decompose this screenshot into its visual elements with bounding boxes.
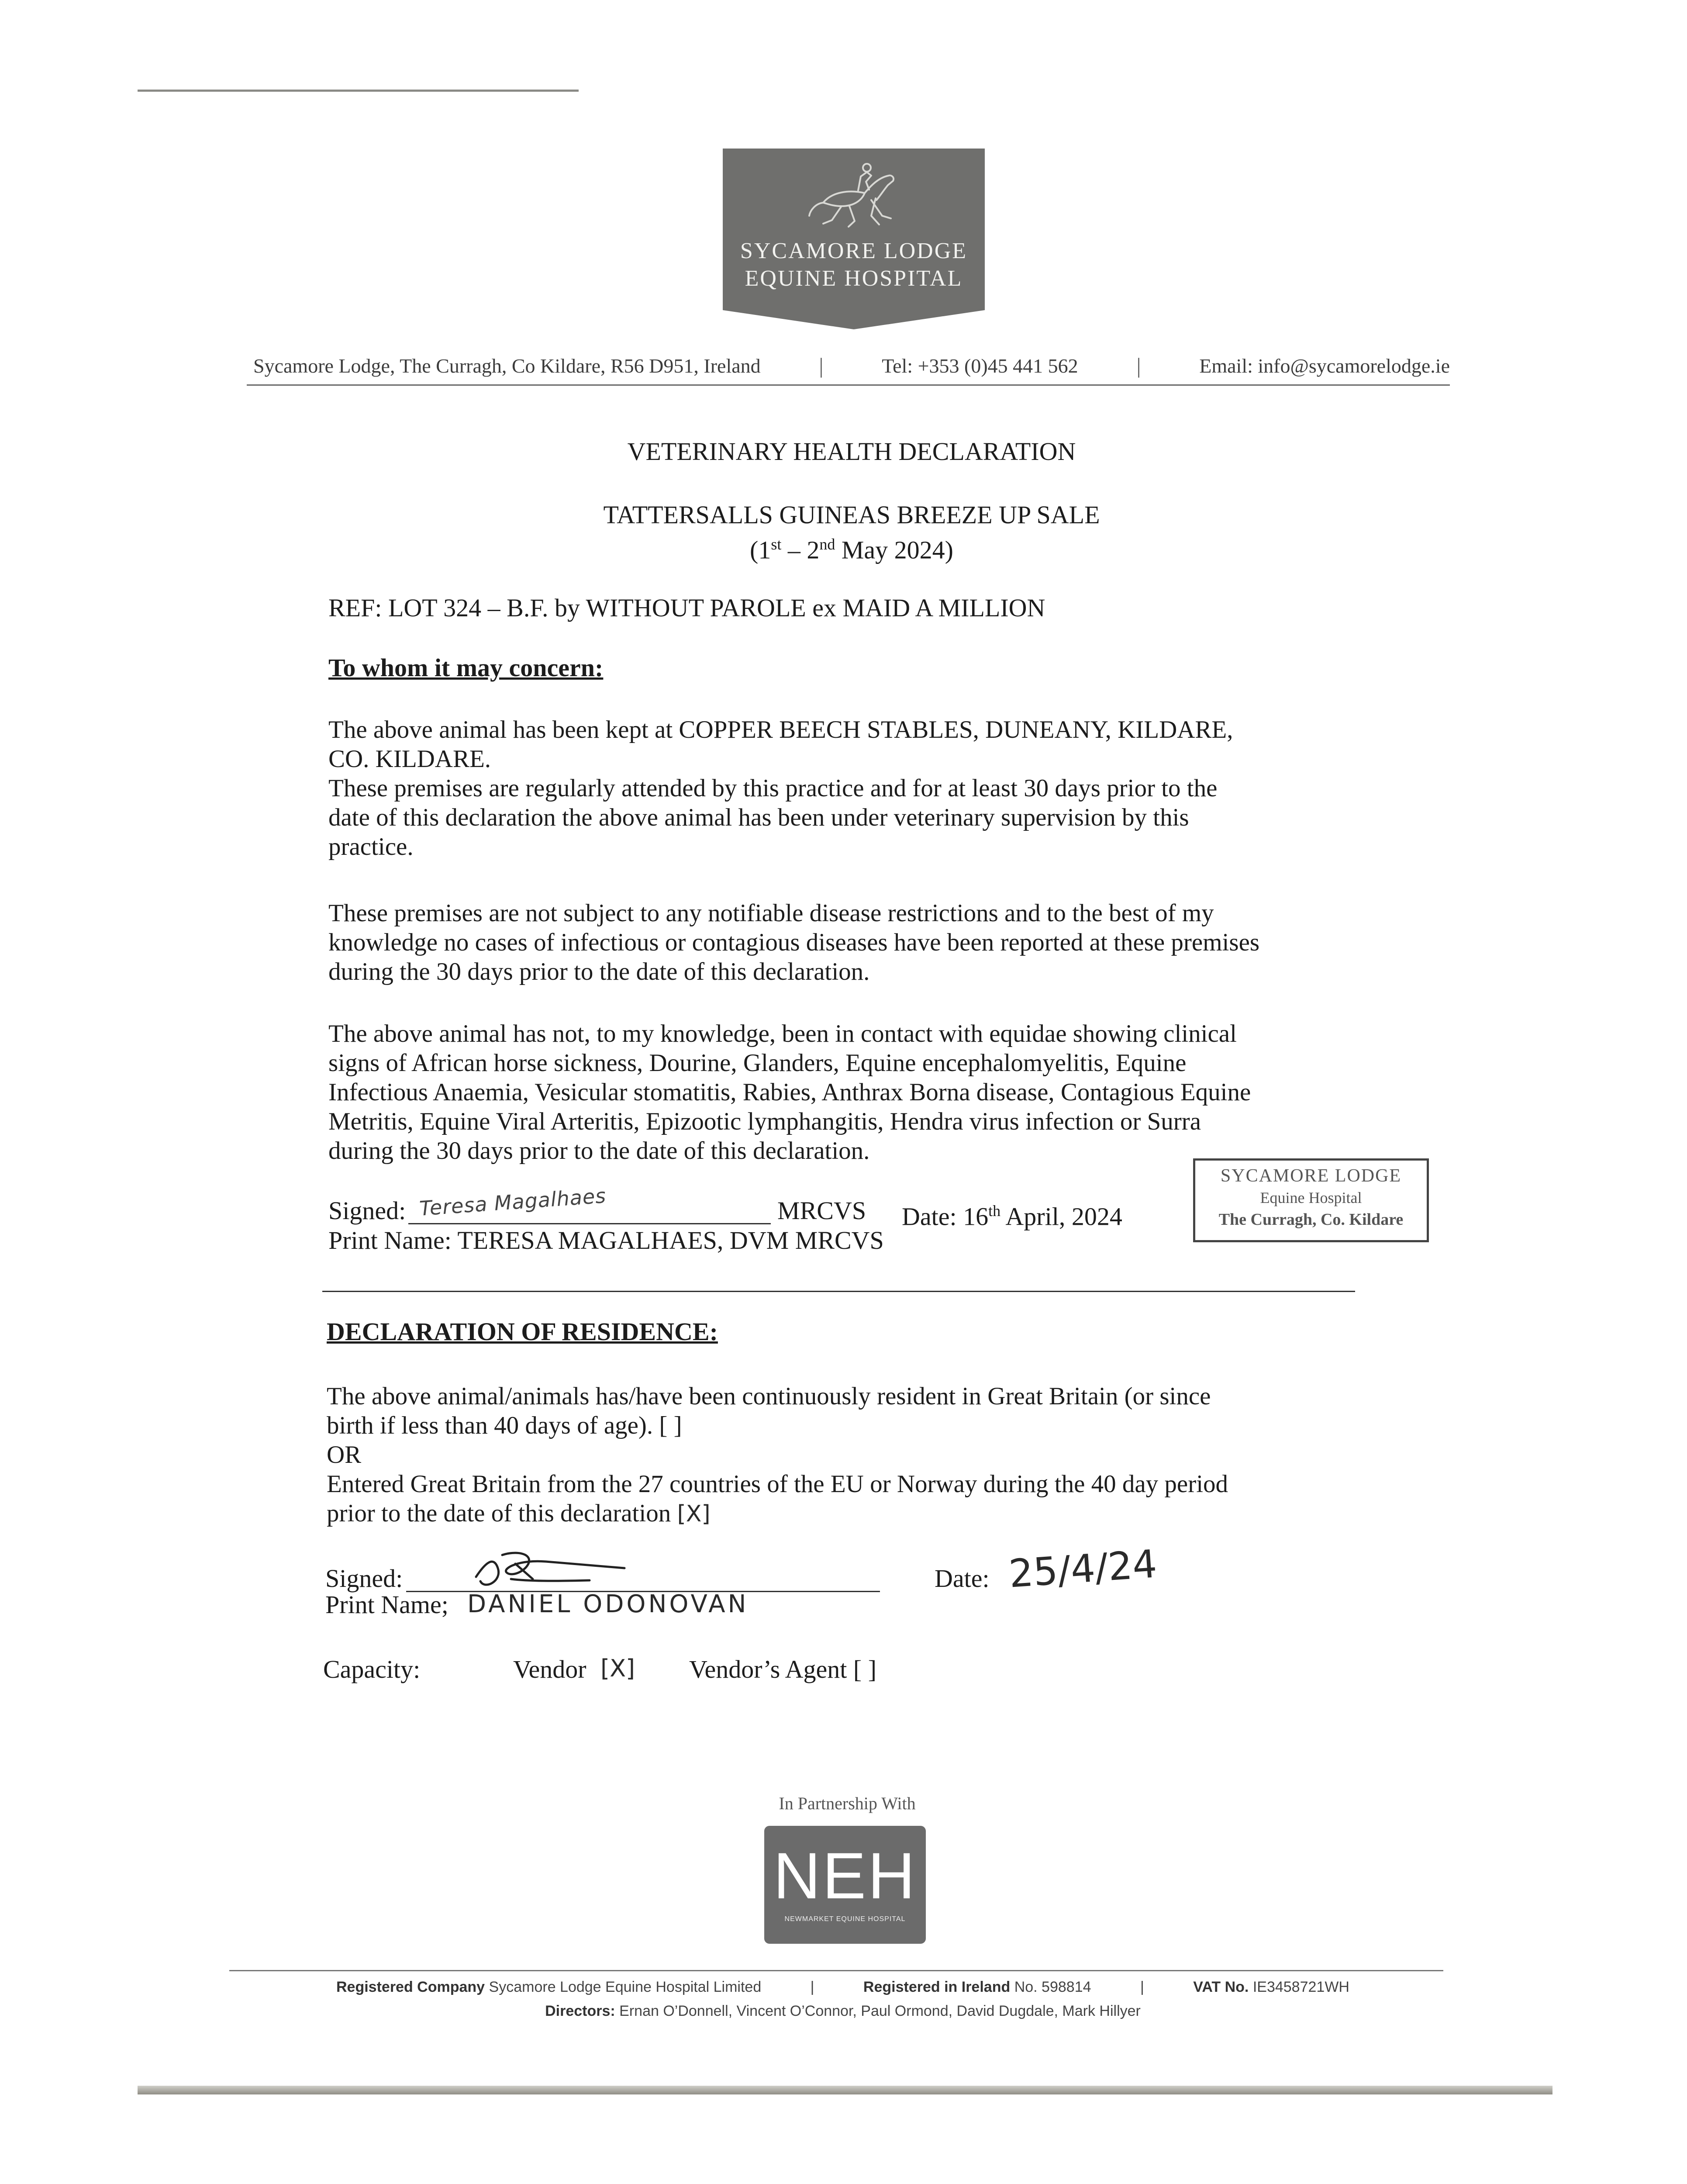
owner-signed-label: Signed: (325, 1564, 403, 1593)
separator: | (819, 353, 824, 378)
vet-date: Date: 16th April, 2024 (902, 1202, 1122, 1231)
footer-registration: Registered Company Sycamore Lodge Equine Hospital Limited | Registered in Ireland No. 598814 | VAT No. IE3458721WH (336, 1979, 1349, 1995)
address-text: Sycamore Lodge, The Curragh, Co Kildare, R56 D951, Ireland (253, 354, 761, 377)
header-divider (247, 384, 1450, 386)
vet-print-name: Print Name: TERESA MAGALHAES, DVM MRCVS (328, 1226, 884, 1254)
lot-reference: REF: LOT 324 – B.F. by WITHOUT PAROLE ex MAID A MILLION (328, 594, 1045, 622)
capacity-label: Capacity: (323, 1655, 421, 1683)
logo-chevron (723, 304, 985, 330)
hospital-logo (723, 149, 985, 330)
paragraph-premises: The above animal has been kept at COPPER BEECH STABLES, DUNEANY, KILDARE, CO. KILDARE. These premises are regularly attended by this practice and for at least 30 days prior to the date of this declaration the above animal has been under veterinary supervision by this practice. (328, 716, 1233, 860)
owner-signature (459, 1538, 729, 1599)
eu-entry-checkbox: [X] (677, 1501, 711, 1527)
vet-signature-line (408, 1223, 771, 1224)
section-divider (322, 1291, 1355, 1292)
vendor-label: Vendor (513, 1655, 586, 1683)
logo-line-2: EQUINE HOSPITAL (745, 266, 963, 291)
owner-date-value: 25/4/24 (1007, 1541, 1159, 1597)
separator: | (1136, 353, 1141, 378)
telephone-text: Tel: +353 (0)45 441 562 (882, 354, 1078, 377)
horse-and-jockey-icon (806, 155, 906, 233)
scan-edge-top (138, 90, 579, 92)
partnership-label: In Partnership With (779, 1794, 916, 1813)
logo-background (723, 149, 985, 306)
vendor-checkbox: [X] (600, 1655, 635, 1682)
neh-logo (764, 1826, 926, 1944)
neh-logo-text: NEH (773, 1839, 917, 1912)
footer-divider (229, 1970, 1443, 1971)
document-title: VETERINARY HEALTH DECLARATION (627, 437, 1076, 466)
residence-heading: DECLARATION OF RESIDENCE: (327, 1317, 718, 1346)
owner-date-label: Date: (935, 1564, 990, 1593)
paragraph-diseases: The above animal has not, to my knowledge, been in contact with equidae showing clinical signs of African horse sickness, Dourine, Glanders, Equine encephalomyelitis, Equine Infectious Anaemia, Vesicular stomatitis, Rabies, Anthrax Borna disease, Contagious Equine Metritis, Equine Viral Arteritis, Epizootic lymphangitis, Hendra virus infection or Surra during the 30 days prior to the date of this declaration. (328, 1020, 1251, 1165)
owner-print-label: Print Name; (325, 1590, 448, 1619)
logo-line-1: SYCAMORE LODGE (740, 238, 968, 263)
vendor-agent-option: Vendor’s Agent [ ] (689, 1655, 877, 1683)
residence-paragraph: The above animal/animals has/have been continuously resident in Great Britain (or since birth if less than 40 days of age). [ ] OR Entered Great Britain from the 27 countries of the EU or Norway during the 40 day period prior to the date of this declaration [X] (327, 1382, 1228, 1527)
email-text: Email: info@sycamorelodge.ie (1199, 354, 1450, 377)
footer-directors: Directors: Ernan O’Donnell, Vincent O’Connor, Paul Ormond, David Dugdale, Mark Hillyer (545, 2003, 1141, 2019)
vet-signed-label: Signed: (328, 1196, 406, 1225)
vet-signature: Teresa Magalhaes (418, 1184, 607, 1220)
mrcvs-label: MRCVS (777, 1196, 866, 1225)
sale-title: TATTERSALLS GUINEAS BREEZE UP SALE (603, 501, 1100, 529)
sale-dates: (1st – 2nd May 2024) (750, 536, 953, 564)
scan-edge-bottom (138, 2086, 1552, 2094)
neh-logo-subtitle: NEWMARKET EQUINE HOSPITAL (784, 1915, 906, 1923)
practice-stamp: SYCAMORE LODGE Equine Hospital The Curragh, Co. Kildare (1193, 1158, 1429, 1242)
contact-line (253, 353, 1450, 378)
salutation: To whom it may concern: (328, 653, 604, 682)
paragraph-restrictions: These premises are not subject to any notifiable disease restrictions and to the best of my knowledge no cases of infectious or contagious diseases have been reported at these premises during the 30 days prior to the date of this declaration. (328, 899, 1260, 985)
owner-print-name: DANIEL ODONOVAN (467, 1590, 749, 1618)
